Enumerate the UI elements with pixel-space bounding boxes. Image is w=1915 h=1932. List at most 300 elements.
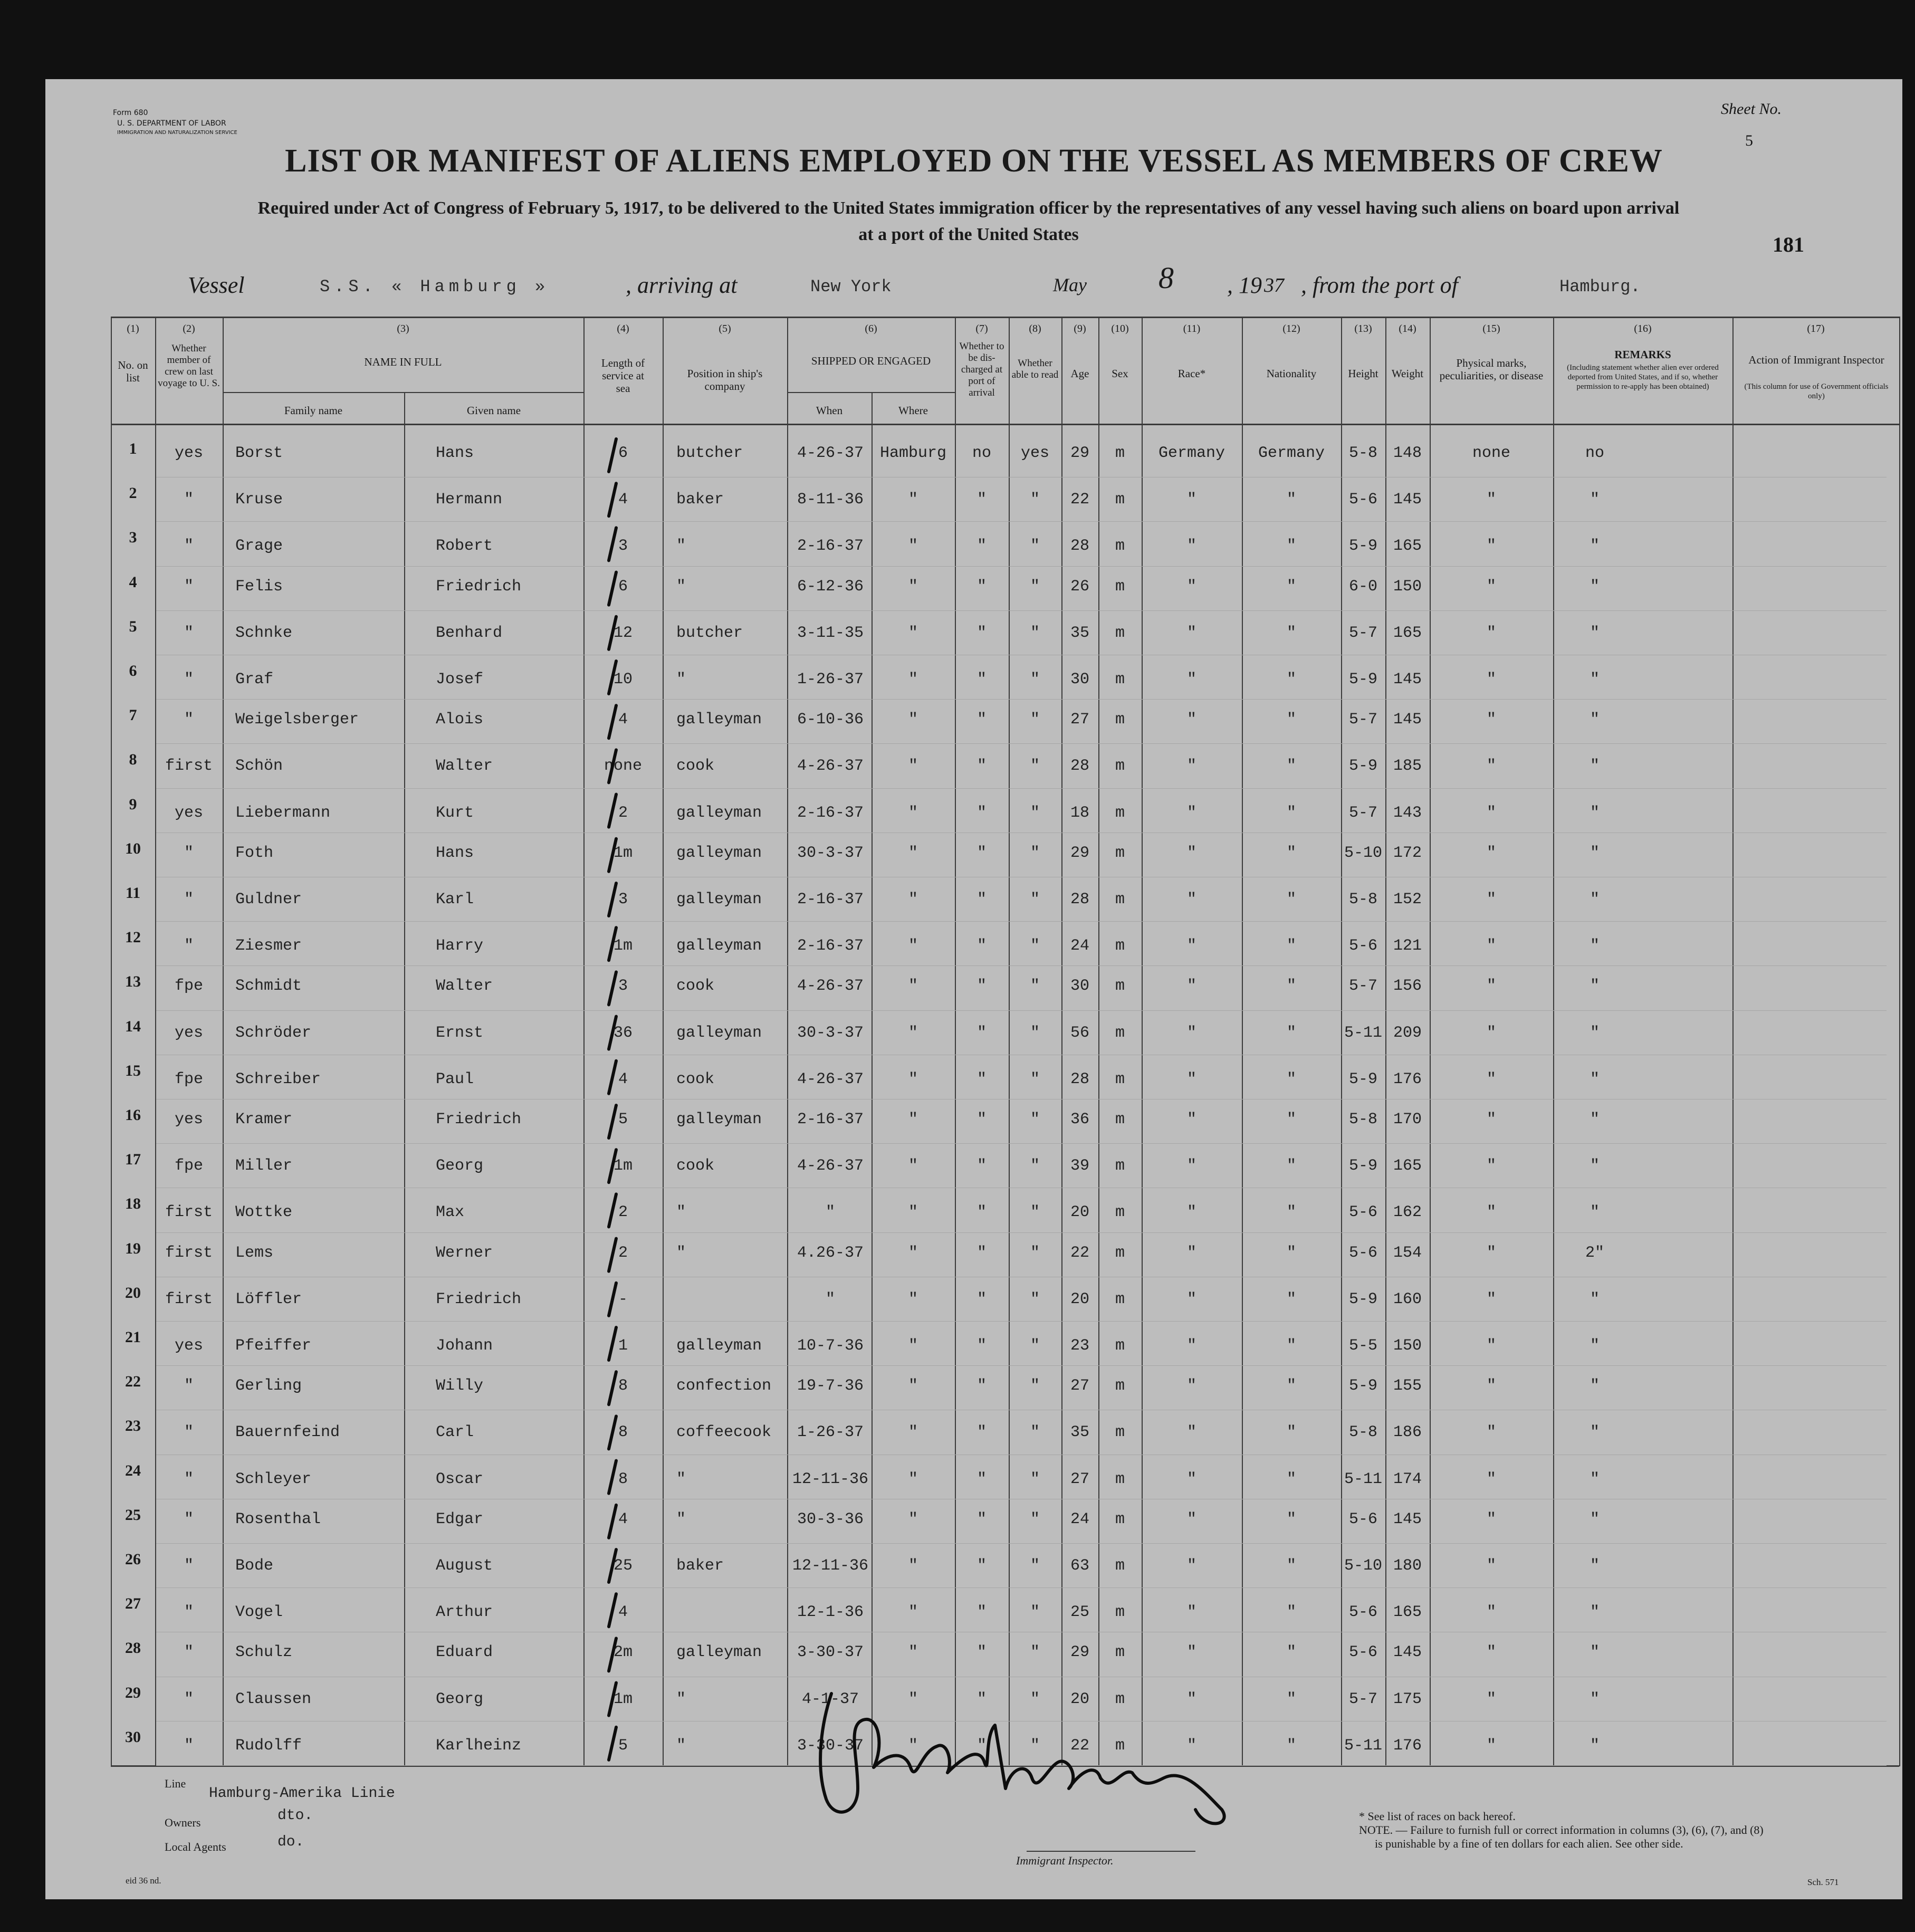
service-cell: 4	[618, 491, 628, 509]
height-cell: 5-9	[1348, 757, 1377, 776]
remarks-cell: no	[1585, 444, 1604, 462]
family-name-cell: Vogel	[235, 1603, 283, 1622]
arriving-label: , arriving at	[626, 272, 738, 298]
race-cell: "	[1186, 1024, 1196, 1042]
shipped-when-cell: 2-16-37	[797, 804, 864, 822]
given-name-cell: Robert	[436, 537, 493, 556]
shipped-where-cell: "	[908, 1337, 918, 1355]
col-head-position: Position in ship's company	[687, 367, 763, 393]
page-number: 181	[1773, 233, 1804, 256]
shipped-where-cell: "	[908, 1157, 918, 1175]
row-number: 16	[125, 1106, 141, 1124]
discharged-cell: "	[976, 1557, 987, 1575]
form-sheet	[45, 79, 1902, 1899]
shipped-where-cell: "	[908, 757, 918, 776]
row-number: 9	[129, 795, 137, 813]
vessel-label: Vessel	[188, 272, 245, 298]
remarks-cell: "	[1590, 1643, 1600, 1662]
given-name-cell: August	[436, 1557, 493, 1575]
height-cell: 5-6	[1348, 937, 1377, 955]
given-name-cell: Walter	[436, 757, 493, 776]
discharged-cell: "	[976, 1643, 987, 1662]
given-name-cell: Alois	[436, 711, 484, 729]
shipped-where-cell: Hamburg	[879, 444, 947, 462]
family-name-cell: Pfeiffer	[235, 1337, 312, 1355]
shipped-when-cell: 12-1-36	[797, 1603, 864, 1622]
shipped-when-cell: 4.26-37	[797, 1244, 864, 1262]
remarks-cell: "	[1590, 1070, 1600, 1088]
given-name-cell: Hans	[436, 444, 474, 462]
shipped-when-cell: 2-16-37	[797, 1111, 864, 1128]
able-to-read-cell: "	[1030, 844, 1040, 862]
position-cell: "	[676, 1244, 686, 1262]
row-number: 3	[129, 529, 137, 547]
given-name-cell: Walter	[436, 977, 493, 996]
service-cell: 4	[618, 711, 628, 729]
able-to-read-cell: "	[1030, 577, 1040, 596]
physical-marks-cell: "	[1486, 1203, 1496, 1222]
given-name-cell: Hermann	[436, 491, 503, 509]
table-row	[45, 1277, 1902, 1321]
nationality-cell: "	[1286, 671, 1296, 688]
able-to-read-cell: "	[1030, 711, 1040, 729]
remarks-cell: "	[1590, 977, 1600, 996]
physical-marks-cell: "	[1486, 977, 1496, 996]
position-cell: butcher	[676, 624, 743, 642]
row-number: 4	[129, 573, 137, 591]
prev-voyage-cell: "	[184, 1643, 194, 1662]
age-cell: 24	[1070, 1510, 1089, 1528]
physical-marks-cell: none	[1472, 444, 1510, 462]
shipped-where-cell: "	[908, 1510, 918, 1528]
physical-marks-cell: "	[1486, 624, 1496, 642]
discharged-cell: no	[972, 444, 991, 462]
age-cell: 56	[1070, 1024, 1089, 1042]
given-name-cell: Friedrich	[436, 577, 522, 596]
nationality-cell: "	[1286, 1203, 1296, 1222]
height-cell: 5-9	[1348, 1377, 1377, 1395]
weight-cell: 145	[1393, 711, 1422, 729]
discharged-cell: "	[976, 491, 987, 509]
nationality-cell: "	[1286, 1510, 1296, 1528]
prev-voyage-cell: "	[184, 711, 194, 729]
age-cell: 22	[1070, 1736, 1089, 1755]
discharged-cell: "	[976, 537, 987, 556]
nationality-cell: "	[1286, 491, 1296, 509]
weight-cell: 165	[1393, 537, 1422, 556]
department-label: U. S. DEPARTMENT OF LABOR	[117, 119, 226, 128]
physical-marks-cell: "	[1486, 577, 1496, 596]
arrival-month: May	[1053, 274, 1087, 295]
col-num-15: (15)	[1482, 323, 1500, 334]
age-cell: 39	[1070, 1157, 1089, 1175]
able-to-read-cell: "	[1030, 624, 1040, 642]
nationality-cell: "	[1286, 577, 1296, 596]
race-cell: "	[1186, 491, 1196, 509]
weight-cell: 175	[1393, 1690, 1422, 1708]
weight-cell: 152	[1393, 891, 1422, 908]
height-cell: 5-10	[1344, 1557, 1382, 1575]
service-cell: 5	[618, 1111, 628, 1128]
service-cell: 4	[618, 1070, 628, 1088]
sex-cell: m	[1115, 844, 1125, 862]
race-cell: "	[1186, 1510, 1196, 1528]
shipped-where-cell: "	[908, 844, 918, 862]
remarks-cell: "	[1590, 1736, 1600, 1755]
race-cell: "	[1186, 757, 1196, 776]
physical-marks-cell: "	[1486, 1423, 1496, 1442]
race-cell: "	[1186, 1111, 1196, 1128]
age-cell: 28	[1070, 1070, 1089, 1088]
sex-cell: m	[1115, 1290, 1125, 1308]
height-cell: 5-9	[1348, 1290, 1377, 1308]
shipped-when-cell: 6-10-36	[797, 711, 864, 729]
family-name-cell: Kramer	[235, 1111, 293, 1128]
col-num-4: (4)	[617, 323, 629, 334]
position-cell: galleyman	[676, 711, 762, 729]
height-cell: 5-8	[1348, 444, 1377, 462]
remarks-cell: "	[1590, 491, 1600, 509]
nationality-cell: "	[1286, 1111, 1296, 1128]
header-bottom-rule	[111, 424, 1899, 425]
age-cell: 35	[1070, 1423, 1089, 1442]
sex-cell: m	[1115, 757, 1125, 776]
weight-cell: 150	[1393, 577, 1422, 596]
able-to-read-cell: "	[1030, 1203, 1040, 1222]
height-cell: 5-9	[1348, 1070, 1377, 1088]
departure-port: Hamburg.	[1559, 277, 1641, 297]
physical-marks-cell: "	[1486, 804, 1496, 822]
height-cell: 6-0	[1348, 577, 1377, 596]
row-number: 17	[125, 1151, 141, 1169]
physical-marks-cell: "	[1486, 1470, 1496, 1488]
sex-cell: m	[1115, 1736, 1125, 1755]
age-cell: 20	[1070, 1690, 1089, 1708]
col-num-8: (8)	[1029, 323, 1041, 334]
col-num-5: (5)	[719, 323, 731, 334]
nationality-cell: Germany	[1258, 444, 1325, 462]
family-name-cell: Schulz	[235, 1643, 293, 1662]
position-cell: cook	[676, 1157, 715, 1175]
col-num-17: (17)	[1807, 323, 1825, 334]
subtitle-line-2: at a port of the United States	[858, 225, 1079, 244]
discharged-cell: "	[976, 1111, 987, 1128]
family-name-cell: Rosenthal	[235, 1510, 321, 1528]
table-row	[45, 1143, 1902, 1188]
position-cell: galleyman	[676, 1024, 762, 1042]
col-head-weight: Weight	[1391, 367, 1424, 380]
nationality-cell: "	[1286, 977, 1296, 996]
shipped-when-cell: 4-26-37	[797, 977, 864, 996]
position-cell: cook	[676, 977, 715, 996]
family-name-cell: Liebermann	[235, 804, 331, 822]
prev-voyage-cell: "	[184, 1423, 194, 1442]
remarks-cell: "	[1590, 577, 1600, 596]
height-cell: 5-6	[1348, 491, 1377, 509]
physical-marks-cell: "	[1486, 844, 1496, 862]
shipped-when-cell: 2-16-37	[797, 891, 864, 908]
sex-cell: m	[1115, 577, 1125, 596]
age-cell: 30	[1070, 671, 1089, 688]
physical-marks-cell: "	[1486, 1070, 1496, 1088]
position-cell: coffeecook	[676, 1423, 772, 1442]
line-label: Line	[165, 1777, 186, 1790]
physical-marks-cell: "	[1486, 1244, 1496, 1262]
discharged-cell: "	[976, 891, 987, 908]
col-num-14: (14)	[1399, 323, 1416, 334]
prev-voyage-cell: fpe	[174, 1157, 203, 1175]
owners-label: Owners	[165, 1816, 201, 1829]
shipped-when-cell: 2-16-37	[797, 537, 864, 556]
col-num-6: (6)	[865, 323, 877, 334]
prev-voyage-cell: "	[184, 1736, 194, 1755]
given-name-cell: Max	[436, 1203, 465, 1222]
row-number: 6	[129, 662, 137, 680]
discharged-cell: "	[976, 577, 987, 596]
height-cell: 5-6	[1348, 1203, 1377, 1222]
sex-cell: m	[1115, 804, 1125, 822]
family-name-cell: Ziesmer	[235, 937, 302, 955]
physical-marks-cell: "	[1486, 1557, 1496, 1575]
shipped-when-cell: "	[825, 1290, 835, 1308]
sex-cell: m	[1115, 711, 1125, 729]
remarks-cell: "	[1590, 891, 1600, 908]
shipped-where-cell: "	[908, 1203, 918, 1222]
age-cell: 27	[1070, 711, 1089, 729]
local-agents-value: do.	[277, 1834, 304, 1850]
discharged-cell: "	[976, 1377, 987, 1395]
document-title: LIST OR MANIFEST OF ALIENS EMPLOYED ON THE VESSEL AS MEMBERS OF CREW	[285, 143, 1663, 179]
col-head-physical-marks: Physical marks, peculiarities, or disease	[1439, 357, 1544, 382]
prev-voyage-cell: first	[165, 1244, 213, 1262]
race-cell: "	[1186, 1157, 1196, 1175]
prev-voyage-cell: yes	[174, 804, 203, 822]
col-head-remarks: REMARKS	[1614, 348, 1671, 361]
nationality-cell: "	[1286, 1377, 1296, 1395]
owners-value: dto.	[277, 1807, 313, 1824]
shipped-where-cell: "	[908, 624, 918, 642]
age-cell: 29	[1070, 844, 1089, 862]
physical-marks-cell: "	[1486, 1510, 1496, 1528]
shipped-when-cell: 12-11-36	[792, 1470, 869, 1488]
nationality-cell: "	[1286, 537, 1296, 556]
race-cell: "	[1186, 1643, 1196, 1662]
row-number: 12	[125, 929, 141, 946]
family-name-cell: Miller	[235, 1157, 293, 1175]
physical-marks-cell: "	[1486, 1111, 1496, 1128]
row-number: 27	[125, 1595, 141, 1613]
row-number: 25	[125, 1506, 141, 1524]
table-row	[45, 1188, 1902, 1232]
service-cell: 1	[618, 1337, 628, 1355]
shipped-when-cell: 8-11-36	[797, 491, 864, 509]
col-head-given-name: Given name	[466, 404, 521, 417]
service-cell: 8	[618, 1470, 628, 1488]
shipped-where-cell: "	[908, 1603, 918, 1622]
remarks-cell: "	[1590, 1423, 1600, 1442]
physical-marks-cell: "	[1486, 1157, 1496, 1175]
able-to-read-cell: "	[1030, 491, 1040, 509]
shipped-where-cell: "	[908, 804, 918, 822]
weight-cell: 176	[1393, 1736, 1422, 1755]
nationality-cell: "	[1286, 1643, 1296, 1662]
col-head-shipped: SHIPPED OR ENGAGED	[811, 355, 931, 367]
family-name-cell: Weigelsberger	[235, 711, 359, 729]
print-code: eid 36 nd.	[126, 1876, 161, 1886]
weight-cell: 170	[1393, 1111, 1422, 1128]
age-cell: 22	[1070, 491, 1089, 509]
col-num-11: (11)	[1183, 323, 1201, 334]
row-number: 19	[125, 1239, 141, 1257]
sex-cell: m	[1115, 1557, 1125, 1575]
service-cell: 2	[618, 804, 628, 822]
shipped-where-cell: "	[908, 1290, 918, 1308]
race-cell: "	[1186, 1557, 1196, 1575]
nationality-cell: "	[1286, 1603, 1296, 1622]
able-to-read-cell: "	[1030, 1157, 1040, 1175]
weight-cell: 165	[1393, 1157, 1422, 1175]
discharged-cell: "	[976, 711, 987, 729]
age-cell: 27	[1070, 1470, 1089, 1488]
col-head-sex: Sex	[1112, 367, 1128, 380]
discharged-cell: "	[976, 937, 987, 955]
family-name-cell: Guldner	[235, 891, 302, 908]
race-cell: "	[1186, 1290, 1196, 1308]
shipped-when-cell: 19-7-36	[797, 1377, 864, 1395]
col-head-read: Whether able to read	[1011, 358, 1059, 380]
age-cell: 29	[1070, 444, 1089, 462]
nationality-cell: "	[1286, 937, 1296, 955]
given-name-cell: Georg	[436, 1690, 484, 1708]
race-cell: "	[1186, 977, 1196, 996]
table-row	[45, 1321, 1902, 1365]
position-cell: "	[676, 537, 686, 556]
sex-cell: m	[1115, 1423, 1125, 1442]
sex-cell: m	[1115, 1111, 1125, 1128]
shipped-where-cell: "	[908, 711, 918, 729]
service-cell: none	[604, 757, 642, 776]
able-to-read-cell: "	[1030, 1070, 1040, 1088]
family-name-cell: Rudolff	[235, 1736, 302, 1755]
given-name-cell: Friedrich	[436, 1290, 522, 1308]
age-cell: 23	[1070, 1337, 1089, 1355]
sex-cell: m	[1115, 491, 1125, 509]
weight-cell: 180	[1393, 1557, 1422, 1575]
age-cell: 26	[1070, 577, 1089, 596]
discharged-cell: "	[976, 1337, 987, 1355]
name-subrule	[223, 392, 583, 393]
col-head-number: No. on list	[118, 359, 148, 384]
physical-marks-cell: "	[1486, 1337, 1496, 1355]
position-cell: galleyman	[676, 844, 762, 862]
sex-cell: m	[1115, 1603, 1125, 1622]
row-number: 7	[129, 706, 137, 724]
prev-voyage-cell: "	[184, 624, 194, 642]
position-cell: confection	[676, 1377, 772, 1395]
remarks-cell: "	[1590, 537, 1600, 556]
family-name-cell: Gerling	[235, 1377, 302, 1395]
shipped-where-cell: "	[908, 1377, 918, 1395]
form-number: Form 680	[113, 109, 148, 117]
sex-cell: m	[1115, 1470, 1125, 1488]
sex-cell: m	[1115, 624, 1125, 642]
shipped-when-cell: 1-26-37	[797, 1423, 864, 1442]
physical-marks-cell: "	[1486, 1736, 1496, 1755]
weight-cell: 162	[1393, 1203, 1422, 1222]
weight-cell: 185	[1393, 757, 1422, 776]
remarks-cell: "	[1590, 1510, 1600, 1528]
sex-cell: m	[1115, 1024, 1125, 1042]
table-row	[45, 1587, 1902, 1632]
schedule-code: Sch. 571	[1807, 1877, 1839, 1887]
table-row	[45, 1099, 1902, 1143]
age-cell: 20	[1070, 1203, 1089, 1222]
remarks-cell: "	[1590, 1470, 1600, 1488]
table-row	[45, 699, 1902, 743]
manifest-table	[45, 79, 1902, 1899]
prev-voyage-cell: "	[184, 577, 194, 596]
remarks-cell: "	[1590, 1337, 1600, 1355]
position-cell: "	[676, 1203, 686, 1222]
age-cell: 36	[1070, 1111, 1089, 1128]
family-name-cell: Schleyer	[235, 1470, 312, 1488]
nationality-cell: "	[1286, 1070, 1296, 1088]
col-head-race: Race*	[1177, 367, 1206, 380]
table-row	[45, 743, 1902, 788]
discharged-cell: "	[976, 1157, 987, 1175]
family-name-cell: Schön	[235, 757, 283, 776]
remarks-cell: "	[1590, 1111, 1600, 1128]
race-cell: "	[1186, 1203, 1196, 1222]
sex-cell: m	[1115, 1690, 1125, 1708]
weight-cell: 121	[1393, 937, 1422, 955]
shipped-where-cell: "	[908, 1736, 918, 1755]
nationality-cell: "	[1286, 1157, 1296, 1175]
weight-cell: 148	[1393, 444, 1422, 462]
given-name-cell: Harry	[436, 937, 484, 955]
prev-voyage-cell: "	[184, 671, 194, 688]
prev-voyage-cell: yes	[174, 444, 203, 462]
remarks-cell: "	[1590, 757, 1600, 776]
height-cell: 5-11	[1344, 1470, 1382, 1488]
position-cell: "	[676, 1690, 686, 1708]
able-to-read-cell: "	[1030, 1244, 1040, 1262]
service-cell: 2	[618, 1203, 628, 1222]
penalty-note-1: NOTE. — Failure to furnish full or correct information in columns (3), (6), (7), and (8)	[1359, 1823, 1764, 1837]
age-cell: 28	[1070, 891, 1089, 908]
weight-cell: 165	[1393, 624, 1422, 642]
remarks-cell: "	[1590, 1203, 1600, 1222]
remarks-cell: "	[1590, 937, 1600, 955]
remarks-cell: "	[1590, 711, 1600, 729]
inspector-signature-rule	[1027, 1851, 1195, 1852]
able-to-read-cell: "	[1030, 1736, 1040, 1755]
row-number: 24	[125, 1461, 141, 1479]
col-head-service: Length of service at sea	[601, 357, 645, 395]
discharged-cell: "	[976, 671, 987, 688]
table-row	[45, 877, 1902, 921]
shipped-when-cell: 30-3-37	[797, 1024, 864, 1042]
given-name-cell: Benhard	[436, 624, 503, 642]
col-head-discharged: Whether to be dis-charged at port of arrival	[959, 341, 1004, 398]
col-head-inspector-action: Action of Immigrant Inspector	[1748, 353, 1884, 366]
discharged-cell: "	[976, 1603, 987, 1622]
table-row	[45, 788, 1902, 833]
discharged-cell: "	[976, 624, 987, 642]
prev-voyage-cell: "	[184, 1377, 194, 1395]
col-head-inspector-note: (This column for use of Government officials only)	[1744, 382, 1889, 400]
table-row	[45, 1543, 1902, 1587]
